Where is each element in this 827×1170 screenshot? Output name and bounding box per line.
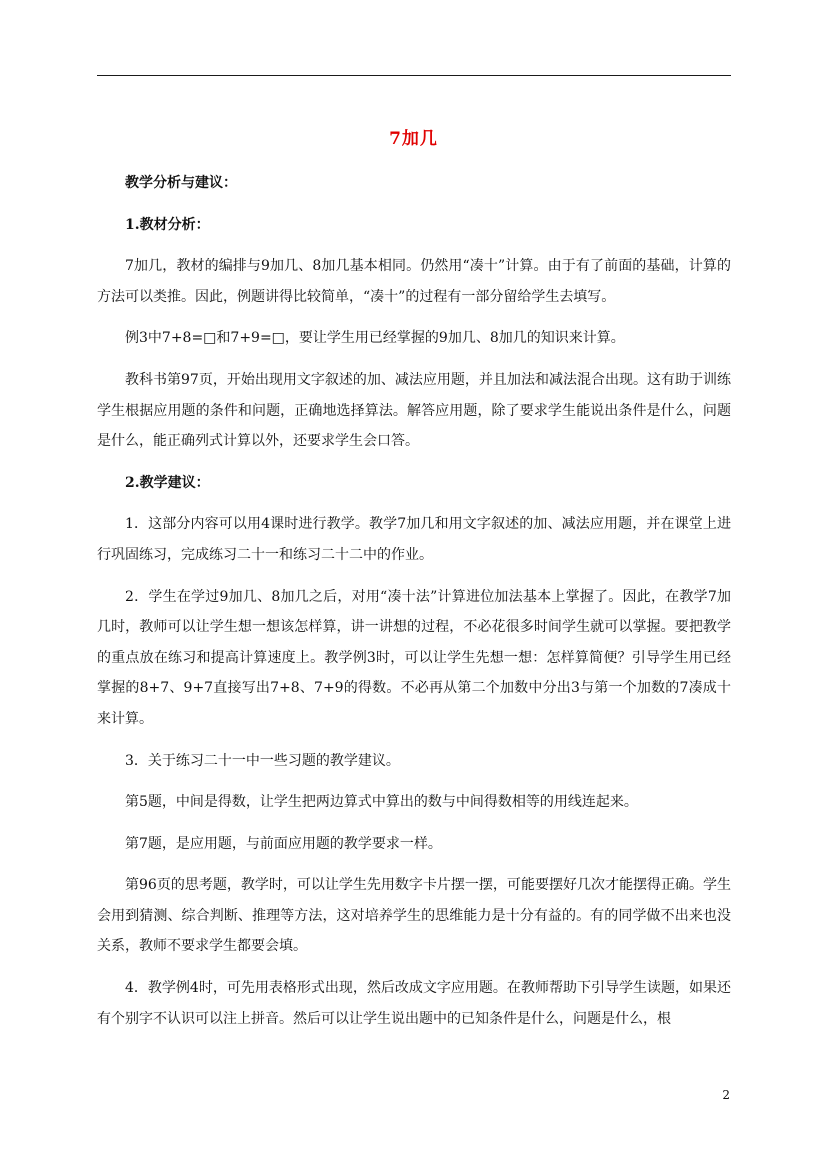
body-paragraph: 例3中7+8=□和7+9=□，要让学生用已经掌握的9加几、8加几的知识来计算。 xyxy=(125,330,625,347)
page-number: 2 xyxy=(722,1088,730,1102)
header-rule xyxy=(97,75,731,76)
body-paragraph: 第96页的思考题，教学时，可以让学生先用数字卡片摆一摆，可能要摆好几次才能摆得正确。学生会用到猜测、综合判断、推理等方法，这对培养学生的思维能力是十分有益的。有的同学做不出来也没关系，教师不要求学生都要会填。 xyxy=(97,877,731,955)
document-body xyxy=(97,168,731,1045)
section-heading: 教学分析与建议： xyxy=(125,175,237,191)
body-paragraph: 1．这部分内容可以用4课时进行教学。教学7加几和用文字叙述的加、减法应用题，并在课堂上进行巩固练习，完成练习二十一和练习二十二中的作业。 xyxy=(97,516,731,563)
body-paragraph: 4．教学例4时，可先用表格形式出现，然后改成文字应用题。在教师帮助下引导学生读题，如果还有个别字不认识可以注上拼音。然后可以让学生说出题中的已知条件是什么，问题是什么，根 xyxy=(97,980,731,1027)
body-paragraph: 2．学生在学过9加几、8加几之后，对用“凑十法”计算进位加法基本上掌握了。因此，在教学7加几时，教师可以让学生想一想该怎样算，讲一讲想的过程，不必花很多时间学生就可以掌握。要把教学的重点放在练习和提高计算速度上。教学例3时，可以让学生先想一想：怎样算简便？引导学生用已经掌握的8+7、9+7直接写出7+8、7+9的得数。不必再从第二个加数中分出3与第一个加数的7凑成十来计算。 xyxy=(97,588,731,727)
section-heading: 2.教学建议： xyxy=(125,474,210,491)
body-paragraph: 第7题，是应用题，与前面应用题的教学要求一样。 xyxy=(125,835,442,852)
body-paragraph: 7加几，教材的编排与9加几、8加几基本相同。仍然用“凑十”计算。由于有了前面的基础，计算的方法可以类推。因此，例题讲得比较简单，“凑十”的过程有一部分留给学生去填写。 xyxy=(97,258,731,305)
page-title: 7加几 xyxy=(389,129,438,149)
body-paragraph: 第5题，中间是得数，让学生把两边算式中算出的数与中间得数相等的用线连起来。 xyxy=(125,794,638,811)
body-paragraph: 教科书第97页，开始出现用文字叙述的加、减法应用题，并且加法和减法混合出现。这有助于训练学生根据应用题的条件和问题，正确地选择算法。解答应用题，除了要求学生能说出条件是什么，问题是什么，能正确列式计算以外，还要求学生会口答。 xyxy=(97,371,731,450)
section-heading: 1.教材分析： xyxy=(125,216,210,233)
body-paragraph: 3．关于练习二十一中一些习题的教学建议。 xyxy=(125,752,400,769)
